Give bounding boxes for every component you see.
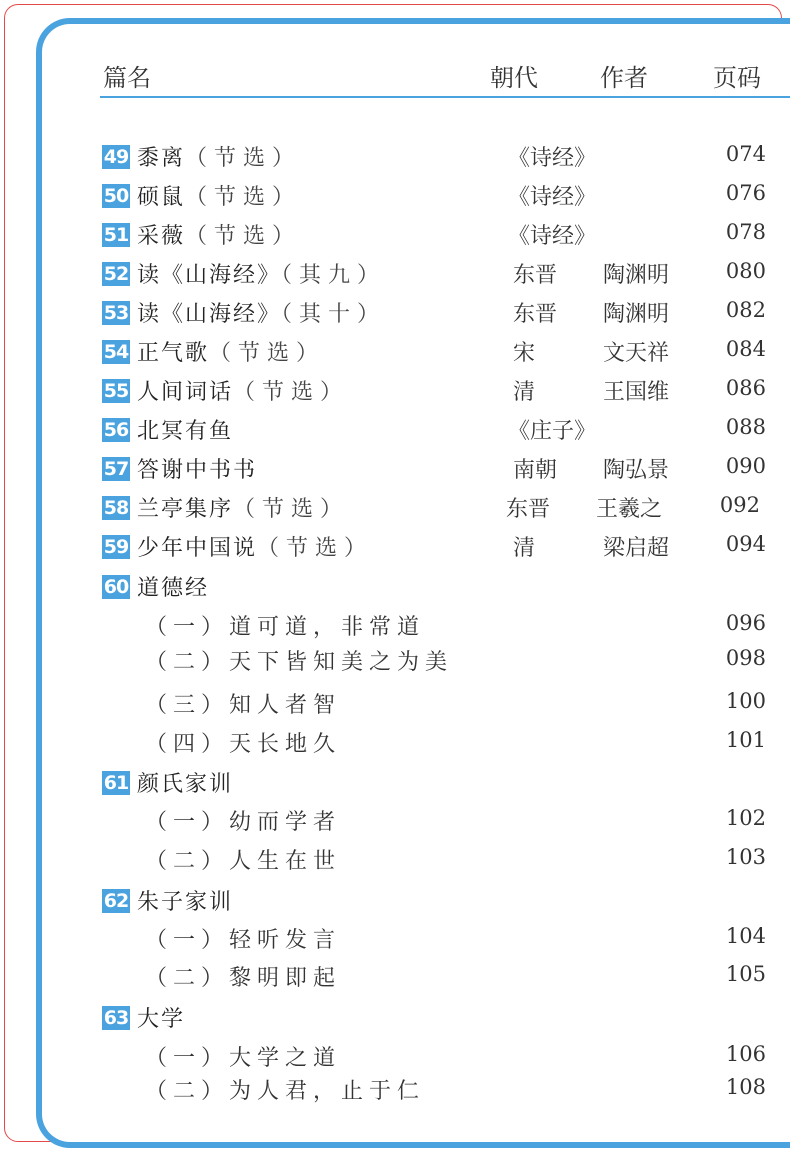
header-author: 作者 xyxy=(600,64,648,92)
header-title: 篇名 xyxy=(103,64,151,92)
entry-number-badge: 62 xyxy=(103,890,129,912)
toc-entry-52[interactable] xyxy=(0,256,790,288)
toc-subitem[interactable] xyxy=(0,803,790,835)
entry-number-badge: 51 xyxy=(103,224,129,246)
entry-dynasty: 《诗经》 xyxy=(508,224,597,249)
entry-number-badge: 49 xyxy=(103,146,129,168)
subitem-title: （二）人生在世 xyxy=(145,849,342,874)
entry-dynasty: 清 xyxy=(513,380,536,405)
toc-subitem[interactable] xyxy=(0,643,790,675)
toc-entry-58[interactable] xyxy=(0,490,790,522)
entry-title: 正气歌（节选） xyxy=(137,341,326,366)
toc-entry-49[interactable] xyxy=(0,139,790,171)
entry-title: 少年中国说（节选） xyxy=(137,536,374,561)
entry-dynasty: 《庄子》 xyxy=(508,419,597,444)
subitem-title: （一）幼而学者 xyxy=(145,810,342,835)
toc-header xyxy=(100,58,790,98)
header-divider xyxy=(100,96,790,98)
entry-number-badge: 56 xyxy=(103,419,129,441)
entry-page: 088 xyxy=(725,415,766,439)
entry-dynasty: 宋 xyxy=(513,341,536,366)
entry-author: 陶渊明 xyxy=(603,302,670,327)
subitem-title: （一）轻听发言 xyxy=(145,928,342,953)
entry-dynasty: 《诗经》 xyxy=(508,185,597,210)
subitem-page: 108 xyxy=(725,1075,766,1099)
entry-page: 076 xyxy=(725,181,766,205)
toc-entry-61[interactable] xyxy=(0,765,790,797)
toc-entry-57[interactable] xyxy=(0,451,790,483)
entry-dynasty: 南朝 xyxy=(513,458,558,483)
toc-entry-53[interactable] xyxy=(0,295,790,327)
entry-title: 读《山海经》（其十） xyxy=(137,302,387,327)
subitem-page: 098 xyxy=(725,646,766,670)
entry-page: 092 xyxy=(719,493,760,517)
entry-page: 074 xyxy=(725,142,766,166)
entry-dynasty: 《诗经》 xyxy=(508,146,597,171)
entry-number-badge: 59 xyxy=(103,536,129,558)
subitem-title: （四）天长地久 xyxy=(145,732,342,757)
subitem-title: （一）道可道，非常道 xyxy=(145,615,426,640)
entry-author: 陶渊明 xyxy=(603,263,670,288)
subitem-title: （二）黎明即起 xyxy=(145,966,342,991)
subitem-page: 096 xyxy=(725,611,766,635)
entry-number-badge: 55 xyxy=(103,380,129,402)
subitem-page: 106 xyxy=(725,1042,766,1066)
entry-number-badge: 61 xyxy=(103,772,129,794)
entry-author: 王国维 xyxy=(603,380,670,405)
entry-number-badge: 53 xyxy=(103,302,129,324)
toc-subitem[interactable] xyxy=(0,608,790,640)
subitem-page: 100 xyxy=(725,689,766,713)
subitem-title: （一）大学之道 xyxy=(145,1046,342,1071)
entry-title: 兰亭集序（节选） xyxy=(137,497,350,522)
entry-title: 大学 xyxy=(137,1007,186,1032)
toc-subitem[interactable] xyxy=(0,921,790,953)
entry-page: 090 xyxy=(725,454,766,478)
toc-subitem[interactable] xyxy=(0,686,790,718)
subitem-page: 103 xyxy=(725,845,766,869)
subitem-page: 104 xyxy=(725,924,766,948)
toc-entry-55[interactable] xyxy=(0,373,790,405)
entry-title: 朱子家训 xyxy=(137,890,234,915)
subitem-title: （三）知人者智 xyxy=(145,693,342,718)
entry-number-badge: 60 xyxy=(103,576,129,598)
entry-title: 读《山海经》（其九） xyxy=(137,263,387,288)
entry-dynasty: 东晋 xyxy=(513,263,558,288)
entry-page: 078 xyxy=(725,220,766,244)
entry-dynasty: 东晋 xyxy=(506,497,551,522)
entry-title: 北冥有鱼 xyxy=(137,419,234,444)
entry-number-badge: 52 xyxy=(103,263,129,285)
toc-entry-50[interactable] xyxy=(0,178,790,210)
entry-number-badge: 58 xyxy=(103,497,129,519)
entry-title: 硕鼠（节选） xyxy=(137,185,302,210)
toc-entry-63[interactable] xyxy=(0,1000,790,1032)
entry-title: 黍离（节选） xyxy=(137,146,302,171)
subitem-page: 105 xyxy=(725,962,766,986)
entry-title: 颜氏家训 xyxy=(137,772,234,797)
entry-page: 080 xyxy=(725,259,766,283)
entry-title: 人间词话（节选） xyxy=(137,380,350,405)
entry-author: 陶弘景 xyxy=(603,458,670,483)
toc-subitem[interactable] xyxy=(0,1072,790,1104)
entry-page: 082 xyxy=(725,298,766,322)
toc-entry-60[interactable] xyxy=(0,569,790,601)
entry-number-badge: 63 xyxy=(103,1007,129,1029)
entry-title: 答谢中书书 xyxy=(137,458,258,483)
toc-subitem[interactable] xyxy=(0,959,790,991)
entry-title: 采薇（节选） xyxy=(137,224,302,249)
entry-author: 文天祥 xyxy=(603,341,670,366)
entry-author: 梁启超 xyxy=(603,536,670,561)
toc-entry-62[interactable] xyxy=(0,883,790,915)
entry-author: 王羲之 xyxy=(596,497,663,522)
toc-subitem[interactable] xyxy=(0,725,790,757)
entry-page: 086 xyxy=(725,376,766,400)
entry-page: 094 xyxy=(725,532,766,556)
entry-page: 084 xyxy=(725,337,766,361)
toc-entry-59[interactable] xyxy=(0,529,790,561)
entry-number-badge: 54 xyxy=(103,341,129,363)
subitem-title: （二）为人君，止于仁 xyxy=(145,1079,426,1104)
entry-number-badge: 57 xyxy=(103,458,129,480)
subitem-page: 102 xyxy=(725,806,766,830)
entry-number-badge: 50 xyxy=(103,185,129,207)
toc-subitem[interactable] xyxy=(0,842,790,874)
entry-dynasty: 清 xyxy=(513,536,536,561)
toc-entry-54[interactable] xyxy=(0,334,790,366)
toc-subitem[interactable] xyxy=(0,1039,790,1071)
toc-entry-56[interactable] xyxy=(0,412,790,444)
entry-title: 道德经 xyxy=(137,576,210,601)
entry-dynasty: 东晋 xyxy=(513,302,558,327)
toc-entry-51[interactable] xyxy=(0,217,790,249)
header-dynasty: 朝代 xyxy=(490,64,538,92)
subitem-title: （二）天下皆知美之为美 xyxy=(145,650,454,675)
header-page: 页码 xyxy=(713,64,761,92)
subitem-page: 101 xyxy=(725,728,766,752)
